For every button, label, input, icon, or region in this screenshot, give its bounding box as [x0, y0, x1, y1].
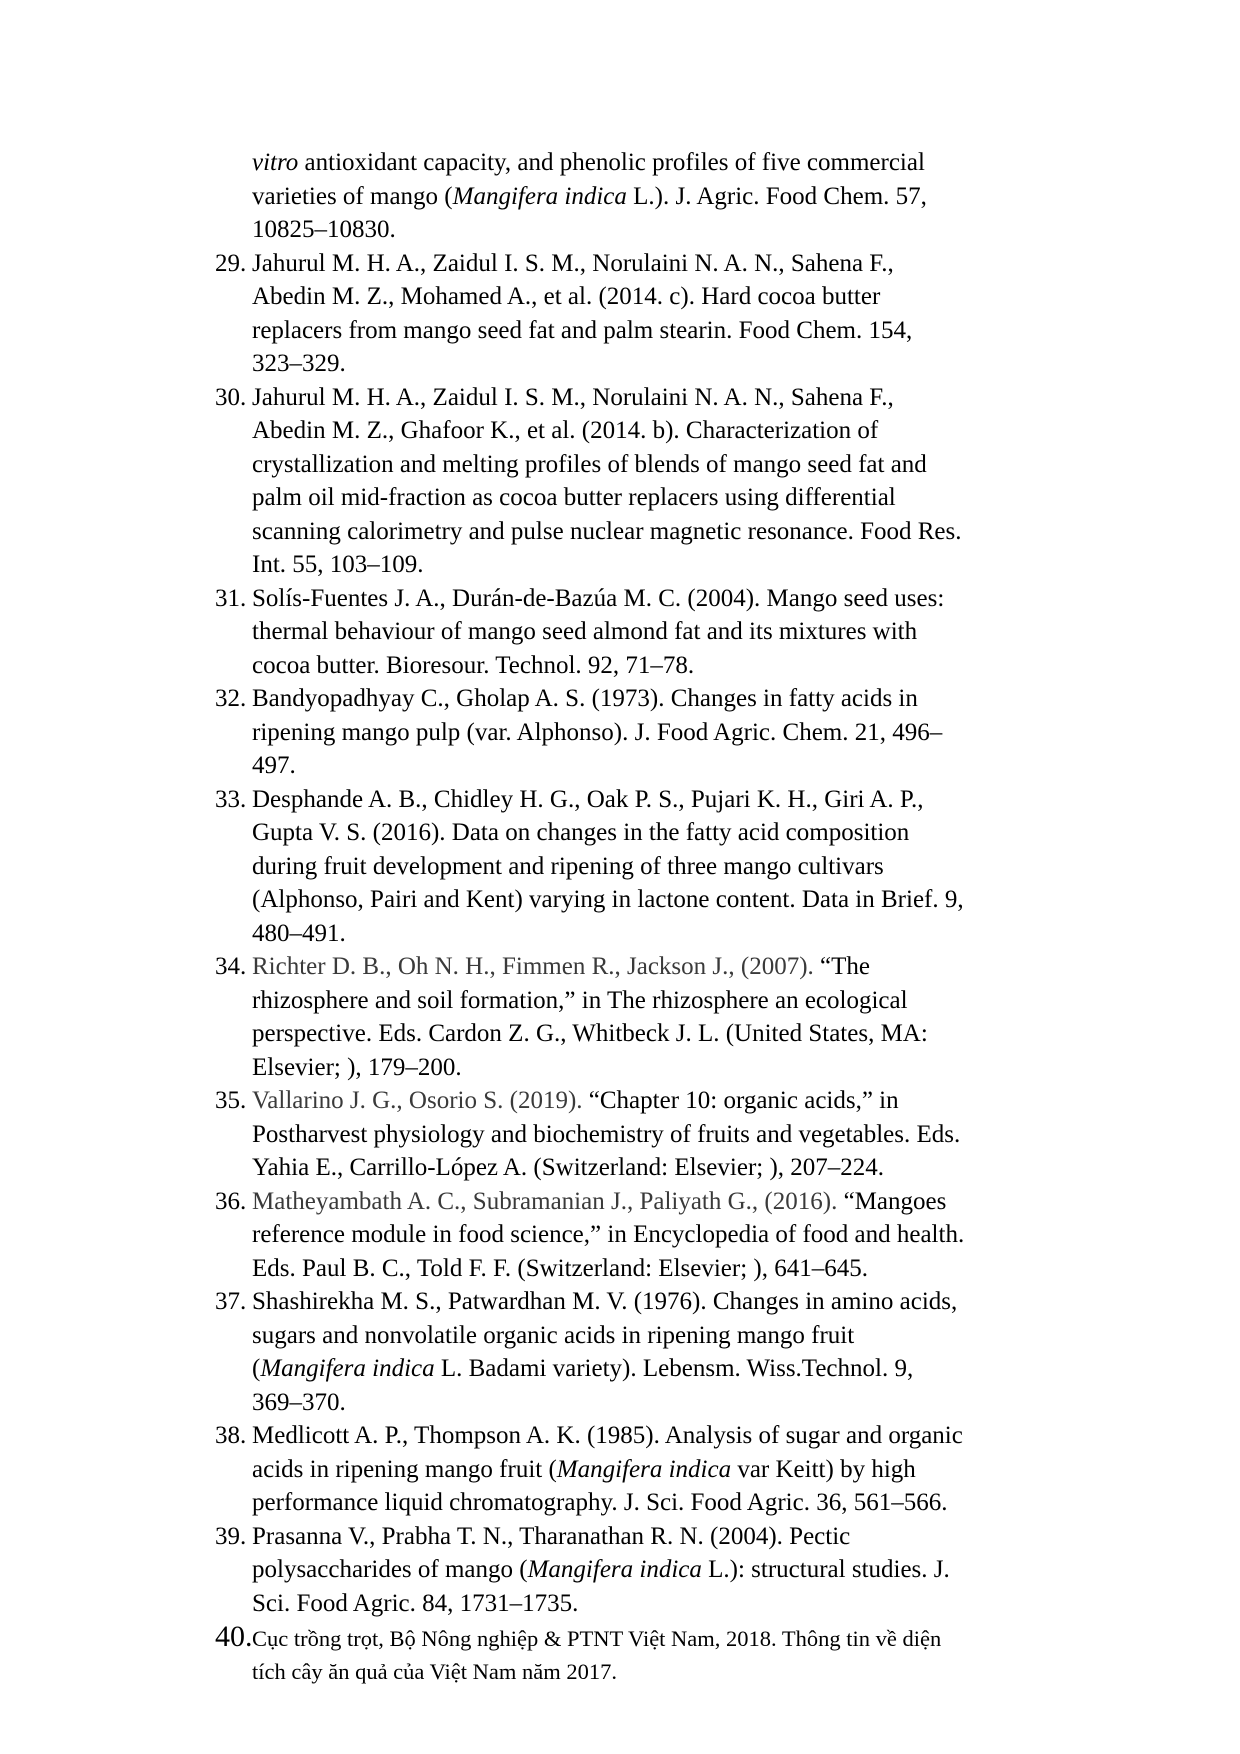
italic-text-segment: Mangifera indica [452, 182, 627, 210]
italic-text-segment: vitro [252, 149, 299, 176]
reference-item [215, 582, 968, 683]
text-segment: var Keitt) by high performance liquid chromatography. J. Sci. Food Agric. 36, 561–566. [252, 1455, 948, 1516]
reference-item [215, 1520, 968, 1621]
reference-number: 30. [215, 383, 247, 411]
reference-number: 31. [215, 584, 247, 612]
reference-number: 34. [215, 953, 247, 980]
reference-item [215, 1084, 968, 1185]
text-segment: L.): structural studies. J. Sci. Food Agric. 84, 1731–1735. [252, 1556, 950, 1617]
italic-text-segment: Mangifera indica [527, 1556, 702, 1583]
reference-item [215, 1620, 968, 1688]
text-segment: Jahurul M. H. A., Zaidul I. S. M., Norulaini N. A. N., Sahena F., Abedin M. Z., Mohamed A., et al. (2014. c). Hard cocoa butter replacers from mango seed fat and palm stearin. Food Chem. 154, 323–329. [252, 249, 913, 377]
references-list [215, 146, 968, 1688]
text-segment: antioxidant capacity, and phenolic profiles of five commercial varieties of mango ( [252, 149, 925, 210]
text-segment: Jahurul M. H. A., Zaidul I. S. M., Norulaini N. A. N., Sahena F., Abedin M. Z., Ghafoor K., et al. (2014. b). Characterization of crystallization and melting profiles of blends of mango seed fat and palm oil mid-fraction as cocoa butter replacers using differential scanning calorimetry and pulse nuclear magnetic resonance. Food Res. Int. 55, 103–109. [252, 383, 962, 578]
reference-item [215, 783, 968, 951]
reference-number: 33. [215, 785, 247, 813]
reference-number: 29. [215, 249, 247, 277]
text-segment: Bandyopadhyay C., Gholap A. S. (1973). Changes in fatty acids in ripening mango pulp (var. Alphonso). J. Food Agric. Chem. 21, 496–497. [252, 685, 943, 779]
reference-item [215, 950, 968, 1084]
reference-item [215, 1419, 968, 1520]
text-segment: Vallarino J. G., Osorio S. (2019). [252, 1087, 589, 1114]
reference-number: 37. [215, 1288, 247, 1315]
reference-number: 32. [215, 685, 247, 712]
text-segment: Medlicott A. P., Thompson A. K. (1985). Analysis of sugar and organic acids in ripening mango fruit ( [252, 1422, 963, 1483]
reference-number: 38. [215, 1422, 247, 1449]
text-segment: Prasanna V., Prabha T. N., Tharanathan R. N. (2004). Pectic polysaccharides of mango ( [252, 1522, 851, 1583]
text-segment: L.). J. Agric. Food Chem. 57, 10825–10830. [252, 182, 927, 243]
text-segment: Matheyambath A. C., Subramanian J., Paliyath G., (2016). [252, 1187, 844, 1215]
text-segment: Desphande A. B., Chidley H. G., Oak P. S., Pujari K. H., Giri A. P., Gupta V. S. (2016). Data on changes in the fatty acid composition during fruit development and ripening of three mango cultivars (Alphonso, Pairi and Kent) varying in lactone content. Data in Brief. 9, 480–491. [252, 785, 964, 947]
text-segment: Richter D. B., Oh N. H., Fimmen R., Jackson J., (2007). [252, 953, 821, 980]
text-segment: Cục trồng trọt, Bộ Nông nghiệp & PTNT Việt Nam, 2018. Thông tin về diện tích cây ăn quả của Việt Nam năm 2017. [252, 1626, 942, 1684]
text-segment: “Chapter 10: organic acids,” in Postharvest physiology and biochemistry of fruits and vegetables. Eds. Yahia E., Carrillo-López A. (Switzerland: Elsevier; ), 207–224. [252, 1087, 961, 1181]
reference-number: 39. [215, 1522, 247, 1550]
text-segment: L. Badami variety). Lebensm. Wiss.Technol. 9, 369–370. [252, 1355, 914, 1416]
reference-number: 40. [215, 1620, 253, 1653]
reference-number: 35. [215, 1087, 247, 1114]
reference-item [215, 1285, 968, 1419]
italic-text-segment: Mangifera indica [260, 1355, 435, 1382]
text-segment: “The rhizosphere and soil formation,” in The rhizosphere an ecological perspective. Eds. Cardon Z. G., Whitbeck J. L. (United States, MA: Elsevier; ), 179–200. [252, 953, 928, 1081]
reference-number: 36. [215, 1187, 247, 1215]
reference-continuation [215, 146, 968, 247]
reference-item [215, 1185, 968, 1286]
italic-text-segment: Mangifera indica [556, 1455, 732, 1483]
text-segment: Solís-Fuentes J. A., Durán-de-Bazúa M. C. (2004). Mango seed uses: thermal behaviour of mango seed almond fat and its mixtures with cocoa butter. Bioresour. Technol. 92, 71–78. [252, 584, 945, 679]
text-segment: Shashirekha M. S., Patwardhan M. V. (1976). Changes in amino acids, sugars and nonvolatile organic acids in ripening mango fruit ( [252, 1288, 958, 1382]
reference-item [215, 381, 968, 582]
reference-item [215, 682, 968, 783]
reference-item [215, 247, 968, 381]
text-segment: “Mangoes reference module in food science,” in Encyclopedia of food and health. Eds. Paul B. C., Told F. F. (Switzerland: Elsevier; ), 641–645. [252, 1187, 965, 1282]
